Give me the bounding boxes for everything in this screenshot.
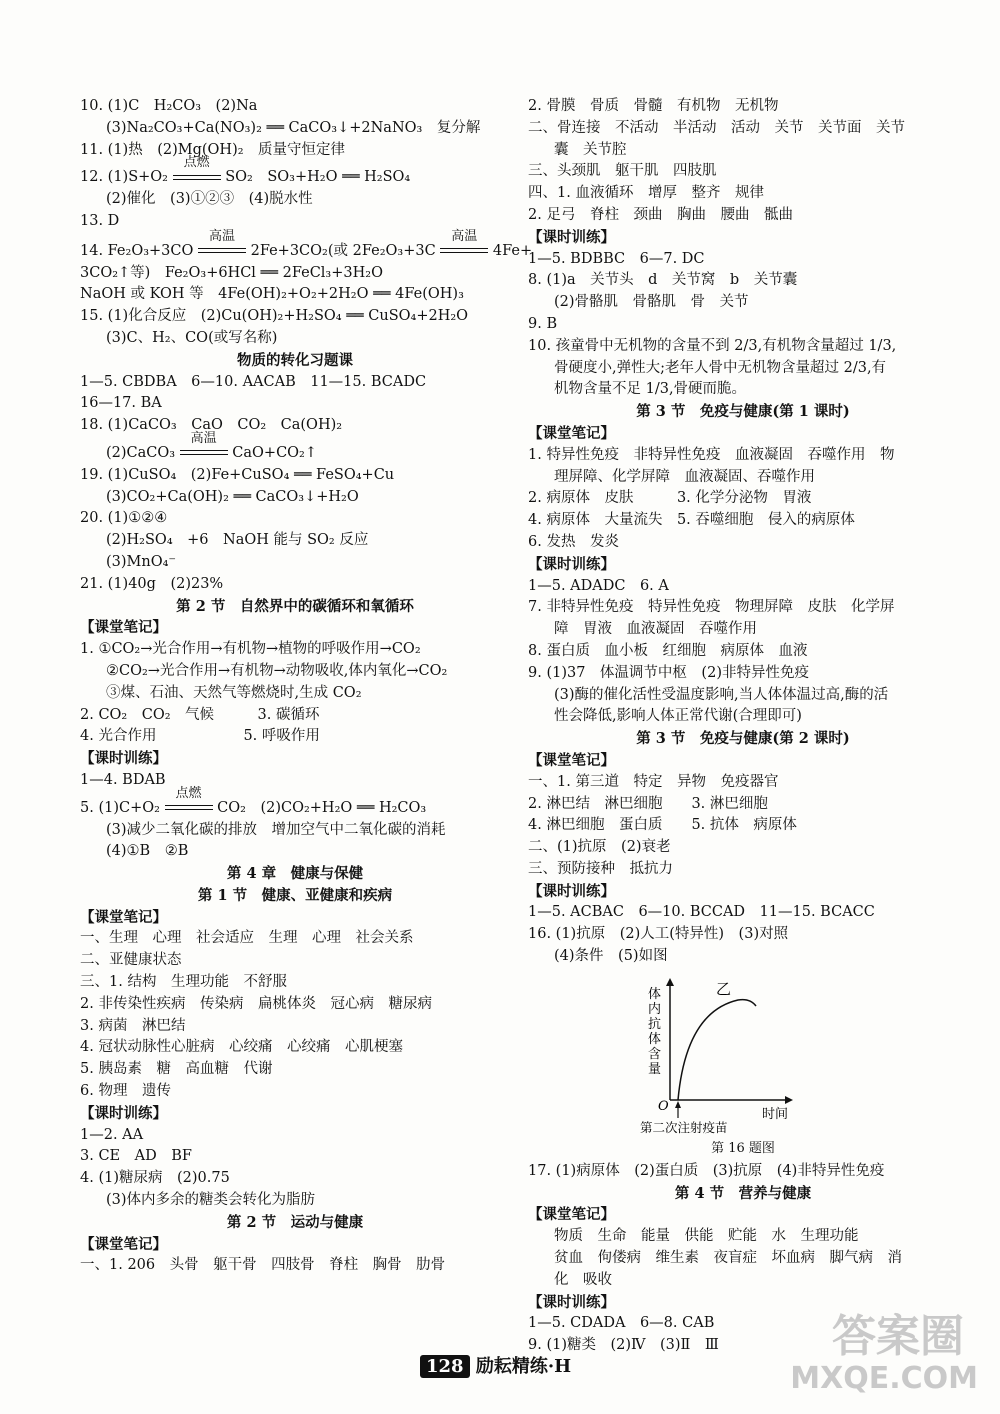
text-line: 1—5. ADADC 6. A — [528, 577, 669, 594]
text-segment: SO₂ SO₃+H₂O ══ H₂SO₄ — [225, 169, 411, 186]
section-tag: 【课时训练】 — [528, 555, 615, 573]
text-line: 10. (1)C H₂CO₃ (2)Na — [80, 98, 258, 114]
text-line: 5. 胰岛素 糖 高血糖 代谢 — [80, 1061, 273, 1078]
text-line: (4)条件 (5)如图 — [554, 948, 668, 965]
curve-label: 乙 — [716, 979, 732, 998]
text-line: 2. 骨膜 骨质 骨髓 有机物 无机物 — [528, 98, 779, 114]
text-line: 4. (1)糖尿病 (2)0.75 — [80, 1170, 230, 1187]
y-axis-label-char: 量 — [648, 1061, 662, 1077]
figure-caption: 第 16 题图 — [711, 1140, 775, 1156]
text-line: 20. (1)①②④ — [80, 510, 168, 527]
y-axis-label — [648, 986, 661, 1077]
text-line: 3. CE AD BF — [80, 1148, 192, 1165]
text-line: 二、(1)抗原 (2)衰老 — [528, 839, 671, 856]
section-heading: 第 3 节 免疫与健康(第 1 课时) — [636, 403, 850, 421]
y-axis-label-char: 抗 — [648, 1016, 662, 1032]
text-segment: CO₂ (2)CO₂+H₂O ══ H₂CO₃ — [217, 799, 427, 816]
section-tag: 【课堂笔记】 — [528, 751, 615, 769]
section-tag: 【课时训练】 — [528, 1293, 615, 1311]
text-line: 1—5. CDADA 6—8. CAB — [528, 1315, 715, 1332]
equation-line — [80, 228, 533, 263]
text-segment: CaO+CO₂↑ — [232, 444, 318, 461]
text-line: 17. (1)病原体 (2)蛋白质 (3)抗原 (4)非特异性免疫 — [528, 1162, 885, 1179]
section-tag: 【课时训练】 — [528, 882, 615, 900]
brand-label: 励耘精练·H — [475, 1356, 572, 1377]
reaction-arrow — [440, 248, 488, 253]
section-tag: 【课堂笔记】 — [80, 908, 167, 926]
text-line: ②CO₂→光合作用→有机物→动物吸收,体内氧化→CO₂ — [106, 662, 448, 679]
text-line: 物质 生命 能量 供能 贮能 水 生理功能 — [554, 1228, 859, 1245]
section-heading: 物质的转化习题课 — [237, 351, 353, 369]
equation-line — [80, 430, 510, 465]
text-segment: 14. Fe₂O₃+3CO — [80, 242, 194, 259]
reaction-condition — [165, 785, 213, 820]
text-line: 4. 淋巴细胞 蛋白质 5. 抗体 病原体 — [528, 817, 797, 834]
text-line: 1. 特异性免疫 非特异性免疫 血液凝固 吞噬作用 物 — [528, 446, 895, 463]
text-line: 2. 足弓 脊柱 颈曲 胸曲 腰曲 骶曲 — [528, 206, 793, 223]
condition-label: 点燃 — [183, 155, 210, 171]
section-tag: 【课时训练】 — [80, 750, 167, 768]
condition-label: 高温 — [208, 228, 235, 244]
text-line: 三、头颈肌 躯干肌 四肢肌 — [528, 163, 717, 180]
text-line: 6. 物理 遗传 — [80, 1083, 171, 1100]
text-line: 机物含量不足 1/3,骨硬而脆。 — [554, 381, 747, 398]
text-line: 3. 病菌 淋巴结 — [80, 1017, 186, 1034]
equation-line — [80, 155, 510, 189]
text-line: 贫血 佝偻病 维生素 夜盲症 坏血病 脚气病 消 — [554, 1250, 902, 1267]
text-line: (2)H₂SO₄ +6 NaOH 能与 SO₂ 反应 — [106, 532, 369, 549]
text-line: 4. 光合作用 5. 呼吸作用 — [80, 728, 320, 745]
right-column — [528, 96, 958, 1357]
text-segment: (2)CaCO₃ — [106, 444, 176, 461]
y-axis-label-char: 内 — [648, 1001, 662, 1017]
reaction-arrow — [173, 175, 221, 180]
text-line: 理屏障、化学屏障 血液凝固、吞噬作用 — [554, 468, 815, 485]
section-heading: 第 1 节 健康、亚健康和疾病 — [197, 886, 393, 904]
text-line: 11. (1)热 (2)Mg(OH)₂ 质量守恒定律 — [80, 141, 346, 158]
text-line: 16. (1)抗原 (2)人工(特异性) (3)对照 — [528, 926, 789, 943]
page-number: 128 — [420, 1355, 470, 1378]
reaction-arrow — [198, 248, 246, 253]
reaction-condition — [180, 430, 228, 465]
text-line: 囊 关节腔 — [554, 141, 627, 158]
text-line: 2. 淋巴结 淋巴细胞 3. 淋巴细胞 — [528, 795, 768, 812]
section-heading: 第 2 节 自然界中的碳循环和氧循环 — [176, 597, 414, 615]
text-line: 1—4. BDAB — [80, 771, 166, 788]
arrow-label: 第二次注射疫苗 — [640, 1119, 728, 1135]
reaction-condition — [173, 155, 221, 189]
text-line: 15. (1)化合反应 (2)Cu(OH)₂+H₂SO₄ ══ CuSO₄+2H₂O — [80, 308, 469, 325]
condition-label: 高温 — [451, 228, 478, 244]
text-line: 一、1. 206 头骨 躯干骨 四肢骨 脊柱 胸骨 肋骨 — [80, 1257, 446, 1274]
origin-label: O — [658, 1098, 669, 1114]
condition-label: 高温 — [190, 430, 217, 446]
section-heading: 第 4 节 营养与健康 — [674, 1184, 812, 1202]
text-line: 9. (1)糖类 (2)Ⅳ (3)Ⅱ Ⅲ — [528, 1337, 719, 1354]
text-line: (3)CO₂+Ca(OH)₂ ══ CaCO₃↓+H₂O — [106, 488, 359, 505]
text-line: 二、亚健康状态 — [80, 952, 182, 969]
text-line: 9. B — [528, 315, 558, 332]
text-line: 18. (1)CaCO₃ CaO CO₂ Ca(OH)₂ — [80, 417, 343, 434]
text-segment: 4Fe+ — [492, 242, 533, 259]
text-line: 三、预防接种 抵抗力 — [528, 860, 673, 877]
text-line: 19. (1)CuSO₄ (2)Fe+CuSO₄ ══ FeSO₄+Cu — [80, 466, 395, 483]
text-line: 8. (1)a 关节头 d 关节窝 b 关节囊 — [528, 272, 798, 289]
watermark-logo: 答案圈 — [832, 1311, 964, 1362]
text-line: 三、1. 结构 生理功能 不舒服 — [80, 974, 287, 991]
injection-arrow-icon — [675, 1101, 681, 1108]
text-line: (2)骨骼肌 骨骼肌 骨 关节 — [554, 294, 749, 311]
text-segment: 5. (1)C+O₂ — [80, 799, 160, 816]
text-line: 10. 孩童骨中无机物的含量不到 2/3,有机物含量超过 1/3, — [528, 337, 897, 354]
text-line: 一、生理 心理 社会适应 生理 心理 社会关系 — [80, 930, 414, 947]
text-line: (3)酶的催化活性受温度影响,当人体体温过高,酶的活 — [554, 686, 889, 703]
text-line: 9. (1)37 体温调节中枢 (2)非特异性免疫 — [528, 664, 809, 681]
text-line: 16—17. BA — [80, 395, 162, 412]
text-line: 4. 冠状动脉性心脏病 心绞痛 心绞痛 心肌梗塞 — [80, 1039, 403, 1056]
section-heading: 第 3 节 免疫与健康(第 2 课时) — [636, 730, 850, 748]
text-line: (2)催化 (3)①②③ (4)脱水性 — [106, 191, 313, 208]
text-line: 1—5. ACBAC 6—10. BCCAD 11—15. BCACC — [528, 904, 875, 921]
text-line: 1—2. AA — [80, 1126, 144, 1143]
x-axis-arrow-icon — [785, 1096, 793, 1104]
text-line: 21. (1)40g (2)23% — [80, 575, 224, 592]
text-line: 1—5. BDBBC 6—7. DC — [528, 250, 705, 267]
text-line: 7. 非特异性免疫 特异性免疫 物理屏障 皮肤 化学屏 — [528, 599, 895, 616]
text-line: 化 吸收 — [554, 1271, 612, 1288]
section-heading: 第 2 节 运动与健康 — [226, 1213, 364, 1231]
text-line: 障 胃液 血液凝固 吞噬作用 — [554, 621, 757, 638]
text-line: 2. 非传染性疾病 传染病 扁桃体炎 冠心病 糖尿病 — [80, 995, 432, 1012]
antibody-figure — [528, 972, 958, 1156]
left-column — [80, 96, 533, 1277]
text-line: (3)C、H₂、CO(或写名称) — [106, 329, 278, 346]
text-line: 1—5. CBDBA 6—10. AACAB 11—15. BCADC — [80, 373, 427, 390]
section-tag: 【课时训练】 — [80, 1104, 167, 1122]
text-line: 2. CO₂ CO₂ 气候 3. 碳循环 — [80, 706, 320, 723]
section-tag: 【课堂笔记】 — [80, 619, 167, 637]
text-line: 骨硬度小,弹性大;老年人骨中无机物含量超过 2/3,有 — [554, 359, 887, 376]
text-line: NaOH 或 KOH 等 4Fe(OH)₂+O₂+2H₂O ══ 4Fe(OH)₃ — [80, 286, 464, 303]
text-line: 二、骨连接 不活动 半活动 活动 关节 关节面 关节 — [528, 119, 905, 136]
text-line: (3)MnO₄⁻ — [106, 553, 177, 570]
text-segment: 12. (1)S+O₂ — [80, 169, 168, 186]
text-line: 1. ①CO₂→光合作用→有机物→植物的呼吸作用→CO₂ — [80, 641, 421, 658]
section-tag: 【课堂笔记】 — [528, 1206, 615, 1224]
y-axis-label-char: 含 — [648, 1046, 662, 1062]
section-tag: 【课堂笔记】 — [80, 1235, 167, 1253]
text-line: (3)Na₂CO₃+Ca(NO₃)₂ ══ CaCO₃↓+2NaNO₃ 复分解 — [106, 119, 481, 136]
reaction-arrow — [165, 805, 213, 810]
text-line: 13. D — [80, 212, 120, 229]
y-axis-label-char: 体 — [648, 1031, 662, 1047]
text-line: 2. 病原体 皮肤 3. 化学分泌物 胃液 — [528, 490, 812, 507]
text-line: 四、1. 血液循环 增厚 整齐 规律 — [528, 185, 764, 202]
antibody-graph — [638, 972, 808, 1137]
text-line: (3)体内多余的糖类会转化为脂肪 — [106, 1192, 316, 1209]
y-axis-label-char: 体 — [648, 986, 662, 1002]
chapter-heading: 第 4 章 健康与保健 — [226, 865, 364, 883]
text-line: (3)减少二氧化碳的排放 增加空气中二氧化碳的消耗 — [106, 821, 446, 838]
watermark-url: MXQE.COM — [790, 1361, 978, 1396]
text-line: 6. 发热 发炎 — [528, 533, 619, 550]
text-line: ③煤、石油、天然气等燃烧时,生成 CO₂ — [106, 684, 362, 701]
reaction-arrow — [180, 450, 228, 455]
condition-label: 点燃 — [175, 785, 202, 801]
antibody-curve — [678, 999, 756, 1099]
page-footer — [420, 1352, 571, 1378]
text-line: 性会降低,影响人体正常代谢(合理即可) — [554, 708, 802, 725]
reaction-condition — [198, 228, 246, 263]
text-line: 3CO₂↑等) Fe₂O₃+6HCl ══ 2FeCl₃+3H₂O — [80, 264, 383, 281]
section-tag: 【课时训练】 — [528, 228, 615, 246]
equation-line — [80, 785, 510, 820]
y-axis-arrow-icon — [666, 978, 674, 986]
text-line: (4)①B ②B — [106, 843, 189, 860]
text-line: 8. 蛋白质 血小板 红细胞 病原体 血液 — [528, 642, 808, 659]
text-segment: 2Fe+3CO₂(或 2Fe₂O₃+3C — [250, 242, 436, 259]
section-tag: 【课堂笔记】 — [528, 424, 615, 442]
reaction-condition — [440, 228, 488, 263]
x-axis-label: 时间 — [762, 1106, 789, 1122]
text-line: 一、1. 第三道 特定 异物 免疫器官 — [528, 773, 779, 790]
text-line: 4. 病原体 大量流失 5. 吞噬细胞 侵入的病原体 — [528, 512, 855, 529]
